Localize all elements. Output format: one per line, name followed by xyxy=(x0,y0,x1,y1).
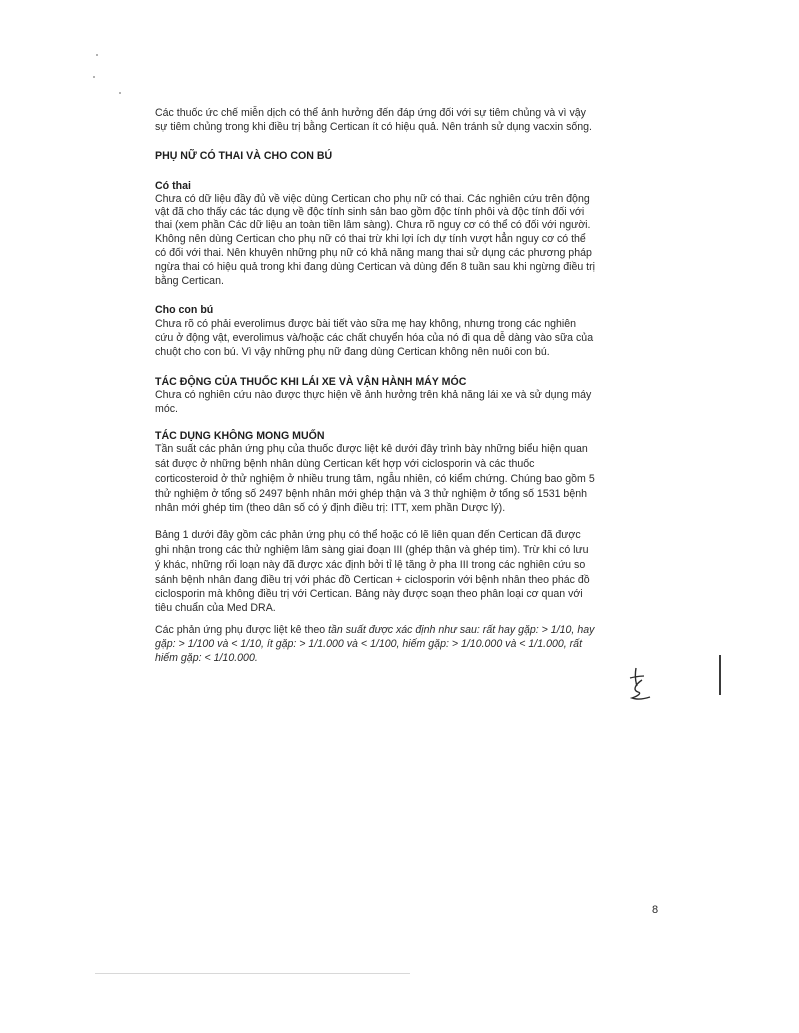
section-heading-driving: TÁC ĐỘNG CỦA THUỐC KHI LÁI XE VÀ VẬN HÀNH MÁY MÓC xyxy=(155,376,467,388)
frequency-definition: hiếm gặp: < 1/10.000. xyxy=(155,652,258,664)
driving-line: Chưa có nghiên cứu nào được thực hiện về ảnh hưởng trên khả năng lái xe và sử dụng máy xyxy=(155,389,592,401)
page-number: 8 xyxy=(652,904,659,916)
frequency-intro: Các phản ứng phụ được liệt kê theo xyxy=(155,624,329,636)
margin-mark xyxy=(719,655,721,695)
adverse-para3-line xyxy=(155,638,661,651)
adverse-para1-line: nhân mới ghép tim (theo dân số có ý định điều trị: ITT, xem phần Dược lý). xyxy=(155,502,506,514)
section-heading-adverse: TÁC DỤNG KHÔNG MONG MUỐN xyxy=(155,430,325,442)
adverse-para1-line: corticosteroid ở thử nghiệm ở nhiều trung tâm, ngẫu nhiên, có kiểm chứng. Chúng bao gồm 5 xyxy=(155,473,595,485)
adverse-para2-line: ý khác, những rối loạn này đã được xác định bởi tỉ lệ tăng ở pha III trong các nghiên cứu so xyxy=(155,559,586,571)
pregnancy-line: bằng Certican. xyxy=(155,275,224,287)
adverse-para2-line: sánh bệnh nhân đang điều trị với phác đồ Certican + ciclosporin với bệnh nhân theo phác đồ xyxy=(155,574,590,586)
subheading-pregnancy: Có thai xyxy=(155,180,191,192)
footer-divider xyxy=(95,973,410,974)
pregnancy-line: ngừa thai có hiệu quả trong khi đang dùng Certican và dùng đến 8 tuần sau khi ngừng điều trị xyxy=(155,261,596,273)
handwritten-initials xyxy=(622,664,658,704)
breastfeeding-line: Chưa rõ có phải everolimus được bài tiết vào sữa mẹ hay không, nhưng trong các nghiên xyxy=(155,318,577,330)
adverse-para1-line: thử nghiệm ở tổng số 2497 bệnh nhân mới ghép thận và 3 thử nghiệm ở tổng số 1531 bệnh xyxy=(155,488,588,500)
intro-line-1: Các thuốc ức chế miễn dịch có thể ảnh hưởng đến đáp ứng đối với sự tiêm chủng và vì vậy xyxy=(155,107,586,119)
adverse-para3-line xyxy=(155,624,661,637)
pregnancy-line: Chưa có dữ liệu đầy đủ về việc dùng Certican cho phụ nữ có thai. Các nghiên cứu trên động xyxy=(155,193,590,205)
subheading-breastfeeding: Cho con bú xyxy=(155,304,214,316)
adverse-para2-line: tiêu chuẩn của Med DRA. xyxy=(155,602,276,614)
pregnancy-line: vật đã cho thấy các tác dụng về độc tính sinh sản bao gồm độc tính phôi và độc tính đối với xyxy=(155,206,585,218)
section-heading-pregnancy: PHỤ NỮ CÓ THAI VÀ CHO CON BÚ xyxy=(155,150,333,162)
adverse-para3-line xyxy=(155,652,258,665)
pregnancy-line: thai (xem phần Các dữ liệu an toàn tiền lâm sàng). Chưa rõ nguy cơ có thể có đối với người. xyxy=(155,219,591,231)
breastfeeding-line: cứu ở động vật, everolimus và/hoặc các chất chuyển hóa của nó đi qua dễ dàng vào sữa của xyxy=(155,332,594,344)
adverse-para2-line: ghi nhận trong các thử nghiệm lâm sàng giai đoạn III (ghép thận và ghép tim). Trừ khi có lưu xyxy=(155,544,589,556)
frequency-definition: tần suất được xác định như sau: rất hay gặp: > 1/10, hay xyxy=(328,624,595,636)
adverse-para1-line: sát được ở những bệnh nhân dùng Certican kết hợp với ciclosporin và các thuốc xyxy=(155,458,535,470)
frequency-definition: gặp: > 1/100 và < 1/10, ít gặp: > 1/1.000 và < 1/100, hiếm gặp: > 1/10.000 và < 1/1.000, rất xyxy=(155,638,583,650)
pregnancy-line: Không nên dùng Certican cho phụ nữ có thai trừ khi lợi ích dự tính vượt hẳn nguy cơ có thể xyxy=(155,233,586,245)
adverse-para2-line: Bảng 1 dưới đây gồm các phản ứng phụ có thể hoặc có lẽ liên quan đến Certican đã được xyxy=(155,529,581,541)
scan-speck xyxy=(119,92,121,94)
scan-speck xyxy=(96,54,98,56)
adverse-para2-line: ciclosporin mà không điều trị với Certican. Bảng này được soạn theo phân loại cơ quan với xyxy=(155,588,583,600)
scan-speck xyxy=(93,76,95,78)
breastfeeding-line: chuột cho con bú. Vì vậy những phụ nữ đang dùng Certican không nên nuôi con bú. xyxy=(155,346,550,358)
intro-line-2: sự tiêm chủng trong khi điều trị bằng Certican ít có hiệu quả. Nên tránh sử dụng vacxin sống. xyxy=(155,121,593,133)
adverse-para1-line: Tần suất các phản ứng phụ của thuốc được liệt kê dưới đây trình bày những biểu hiện quan xyxy=(155,443,588,455)
driving-line: móc. xyxy=(155,403,178,415)
pregnancy-line: có đối với thai. Nên khuyên những phụ nữ có khả năng mang thai sử dụng các phương pháp xyxy=(155,247,592,259)
